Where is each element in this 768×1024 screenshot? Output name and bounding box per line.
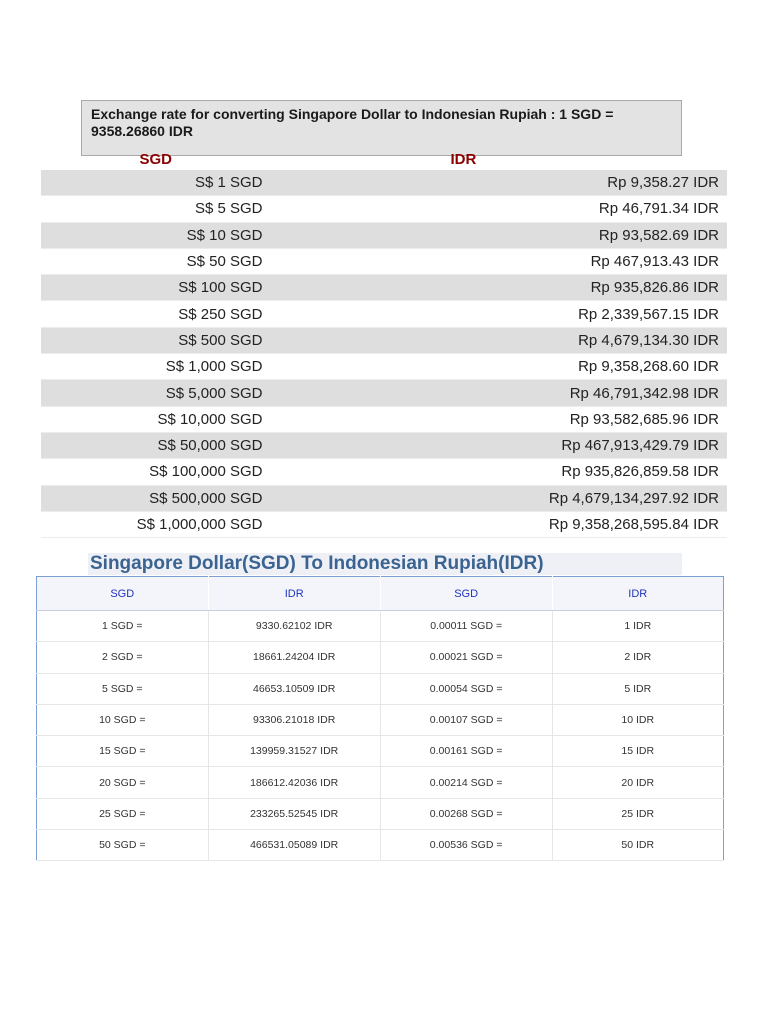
idr-amount: Rp 467,913,429.79 IDR xyxy=(271,432,727,458)
table-cell: 5 IDR xyxy=(552,673,723,704)
table-cell: 0.00536 SGD = xyxy=(380,830,552,861)
sgd-amount: S$ 50,000 SGD xyxy=(41,432,271,458)
sgd-amount: S$ 100,000 SGD xyxy=(41,459,271,485)
section-title: Singapore Dollar(SGD) To Indonesian Rupiah(IDR) xyxy=(88,553,682,575)
sgd-column-header: SGD xyxy=(139,150,173,168)
sgd-column-header: SGD xyxy=(37,577,209,611)
sgd-amount: S$ 500,000 SGD xyxy=(41,485,271,511)
table-cell: 1 IDR xyxy=(552,611,723,642)
sgd-amount: S$ 50 SGD xyxy=(41,248,271,274)
sgd-amount: S$ 500 SGD xyxy=(41,327,271,353)
table-cell: 10 IDR xyxy=(552,704,723,735)
table-row xyxy=(37,736,724,767)
idr-column-header: IDR xyxy=(208,577,380,611)
table-cell: 20 SGD = xyxy=(37,767,209,798)
table-row xyxy=(37,830,724,861)
table-cell: 10 SGD = xyxy=(37,704,209,735)
table-cell: 233265.52545 IDR xyxy=(208,798,380,829)
sgd-amount: S$ 250 SGD xyxy=(41,301,271,327)
table-cell: 93306.21018 IDR xyxy=(208,704,380,735)
table-row xyxy=(41,301,727,327)
table-cell: 50 SGD = xyxy=(37,830,209,861)
sgd-amount: S$ 5,000 SGD xyxy=(41,380,271,406)
exchange-rate-summary: Exchange rate for converting Singapore Dollar to Indonesian Rupiah : 1 SGD = 9358.26860 IDR xyxy=(81,100,682,156)
sgd-column-header: SGD xyxy=(380,577,552,611)
table-cell: 2 IDR xyxy=(552,642,723,673)
table-row xyxy=(37,798,724,829)
table-row xyxy=(41,459,727,485)
table-row xyxy=(41,248,727,274)
conversion-table-header xyxy=(41,148,727,170)
table-cell: 46653.10509 IDR xyxy=(208,673,380,704)
table-cell: 15 SGD = xyxy=(37,736,209,767)
table-row xyxy=(41,406,727,432)
sgd-amount: S$ 1,000,000 SGD xyxy=(41,511,271,537)
idr-amount: Rp 9,358.27 IDR xyxy=(271,170,727,196)
table-cell: 2 SGD = xyxy=(37,642,209,673)
idr-amount: Rp 9,358,268,595.84 IDR xyxy=(271,511,727,537)
table-row xyxy=(41,432,727,458)
idr-amount: Rp 4,679,134.30 IDR xyxy=(271,327,727,353)
idr-column-header: IDR xyxy=(450,150,477,168)
sgd-amount: S$ 10,000 SGD xyxy=(41,406,271,432)
table-cell: 0.00107 SGD = xyxy=(380,704,552,735)
table-row xyxy=(41,275,727,301)
table-row xyxy=(41,222,727,248)
table-row xyxy=(37,611,724,642)
table-cell: 25 IDR xyxy=(552,798,723,829)
table-cell: 139959.31527 IDR xyxy=(208,736,380,767)
table-cell: 50 IDR xyxy=(552,830,723,861)
idr-amount: Rp 935,826.86 IDR xyxy=(271,275,727,301)
idr-amount: Rp 467,913.43 IDR xyxy=(271,248,727,274)
idr-amount: Rp 93,582.69 IDR xyxy=(271,222,727,248)
idr-column-header: IDR xyxy=(552,577,723,611)
idr-amount: Rp 46,791,342.98 IDR xyxy=(271,380,727,406)
reference-table xyxy=(36,576,724,861)
table-cell: 186612.42036 IDR xyxy=(208,767,380,798)
sgd-amount: S$ 1 SGD xyxy=(41,170,271,196)
sgd-amount: S$ 10 SGD xyxy=(41,222,271,248)
table-cell: 20 IDR xyxy=(552,767,723,798)
sgd-amount: S$ 1,000 SGD xyxy=(41,354,271,380)
table-cell: 0.00011 SGD = xyxy=(380,611,552,642)
sgd-amount: S$ 5 SGD xyxy=(41,196,271,222)
table-row xyxy=(37,767,724,798)
idr-amount: Rp 2,339,567.15 IDR xyxy=(271,301,727,327)
table-row xyxy=(41,170,727,196)
reference-table-header xyxy=(37,577,724,611)
table-row xyxy=(37,673,724,704)
idr-amount: Rp 46,791.34 IDR xyxy=(271,196,727,222)
table-row xyxy=(41,511,727,537)
idr-amount: Rp 9,358,268.60 IDR xyxy=(271,354,727,380)
table-cell: 5 SGD = xyxy=(37,673,209,704)
idr-amount: Rp 4,679,134,297.92 IDR xyxy=(271,485,727,511)
table-cell: 0.00021 SGD = xyxy=(380,642,552,673)
table-cell: 0.00054 SGD = xyxy=(380,673,552,704)
table-cell: 466531.05089 IDR xyxy=(208,830,380,861)
table-cell: 25 SGD = xyxy=(37,798,209,829)
conversion-table xyxy=(41,148,727,538)
table-row xyxy=(41,354,727,380)
table-row xyxy=(41,327,727,353)
table-row xyxy=(41,485,727,511)
table-row xyxy=(41,380,727,406)
table-cell: 0.00214 SGD = xyxy=(380,767,552,798)
table-row xyxy=(37,704,724,735)
table-cell: 9330.62102 IDR xyxy=(208,611,380,642)
table-row xyxy=(41,196,727,222)
table-cell: 0.00268 SGD = xyxy=(380,798,552,829)
idr-amount: Rp 93,582,685.96 IDR xyxy=(271,406,727,432)
table-cell: 0.00161 SGD = xyxy=(380,736,552,767)
table-row xyxy=(37,642,724,673)
table-cell: 1 SGD = xyxy=(37,611,209,642)
idr-amount: Rp 935,826,859.58 IDR xyxy=(271,459,727,485)
sgd-amount: S$ 100 SGD xyxy=(41,275,271,301)
table-cell: 15 IDR xyxy=(552,736,723,767)
table-cell: 18661.24204 IDR xyxy=(208,642,380,673)
